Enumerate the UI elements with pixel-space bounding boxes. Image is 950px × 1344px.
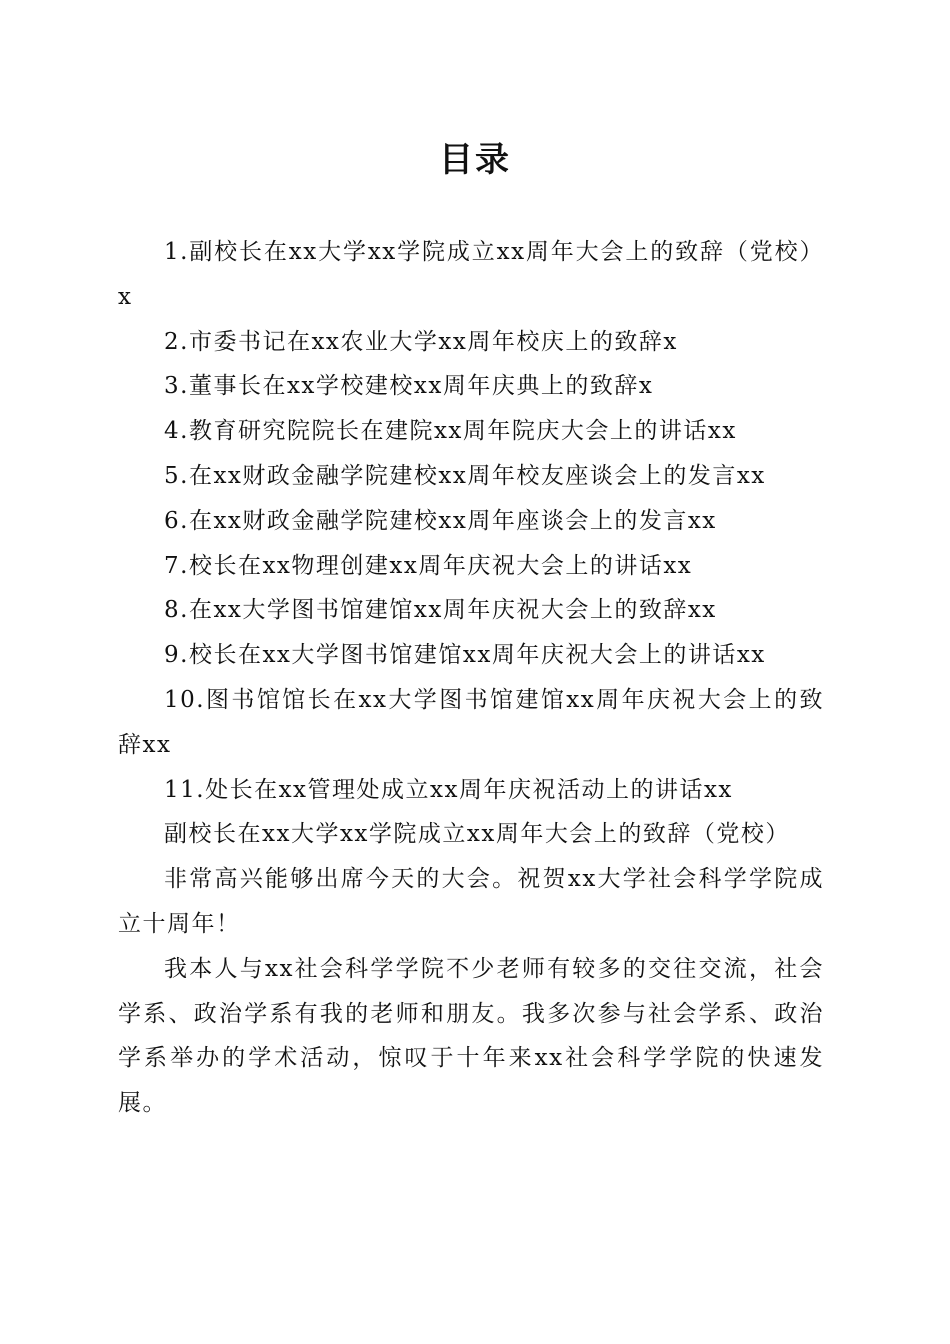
body-paragraph-1: 非常高兴能够出席今天的大会。祝贺xx大学社会科学学院成立十周年！ xyxy=(118,866,824,937)
toc-item-7: 7.校长在xx物理创建xx周年庆祝大会上的讲话xx xyxy=(164,552,693,579)
page-title: 目录 xyxy=(439,140,511,180)
toc-item-11: 11.处长在xx管理处成立xx周年庆祝活动上的讲话xx xyxy=(164,776,733,803)
body-paragraph-2: 我本人与xx社会科学学院不少老师有较多的交往交流，社会学系、政治学系有我的老师和朋友。我多次参与社会学系、政治学系举办的学术活动，惊叹于十年来xx社会科学学院的快速发展。 xyxy=(118,955,824,1117)
toc-item-6: 6.在xx财政金融学院建校xx周年座谈会上的发言xx xyxy=(164,507,717,534)
toc-item-9: 9.校长在xx大学图书馆建馆xx周年庆祝大会上的讲话xx xyxy=(164,642,766,669)
section-heading: 副校长在xx大学xx学院成立xx周年大会上的致辞（党校） xyxy=(164,821,790,848)
toc-item-10: 10.图书馆馆长在xx大学图书馆建馆xx周年庆祝大会上的致辞xx xyxy=(118,686,824,758)
document-body xyxy=(118,230,824,1126)
toc-item-4: 4.教育研究院院长在建院xx周年院庆大会上的讲话xx xyxy=(164,418,737,445)
toc-item-1: 1.副校长在xx大学xx学院成立xx周年大会上的致辞（党校）x xyxy=(118,239,824,310)
toc-item-5: 5.在xx财政金融学院建校xx周年校友座谈会上的发言xx xyxy=(164,462,766,489)
toc-item-2: 2.市委书记在xx农业大学xx周年校庆上的致辞x xyxy=(164,328,678,355)
toc-item-3: 3.董事长在xx学校建校xx周年庆典上的致辞x xyxy=(164,373,654,400)
toc-item-8: 8.在xx大学图书馆建馆xx周年庆祝大会上的致辞xx xyxy=(164,597,717,624)
